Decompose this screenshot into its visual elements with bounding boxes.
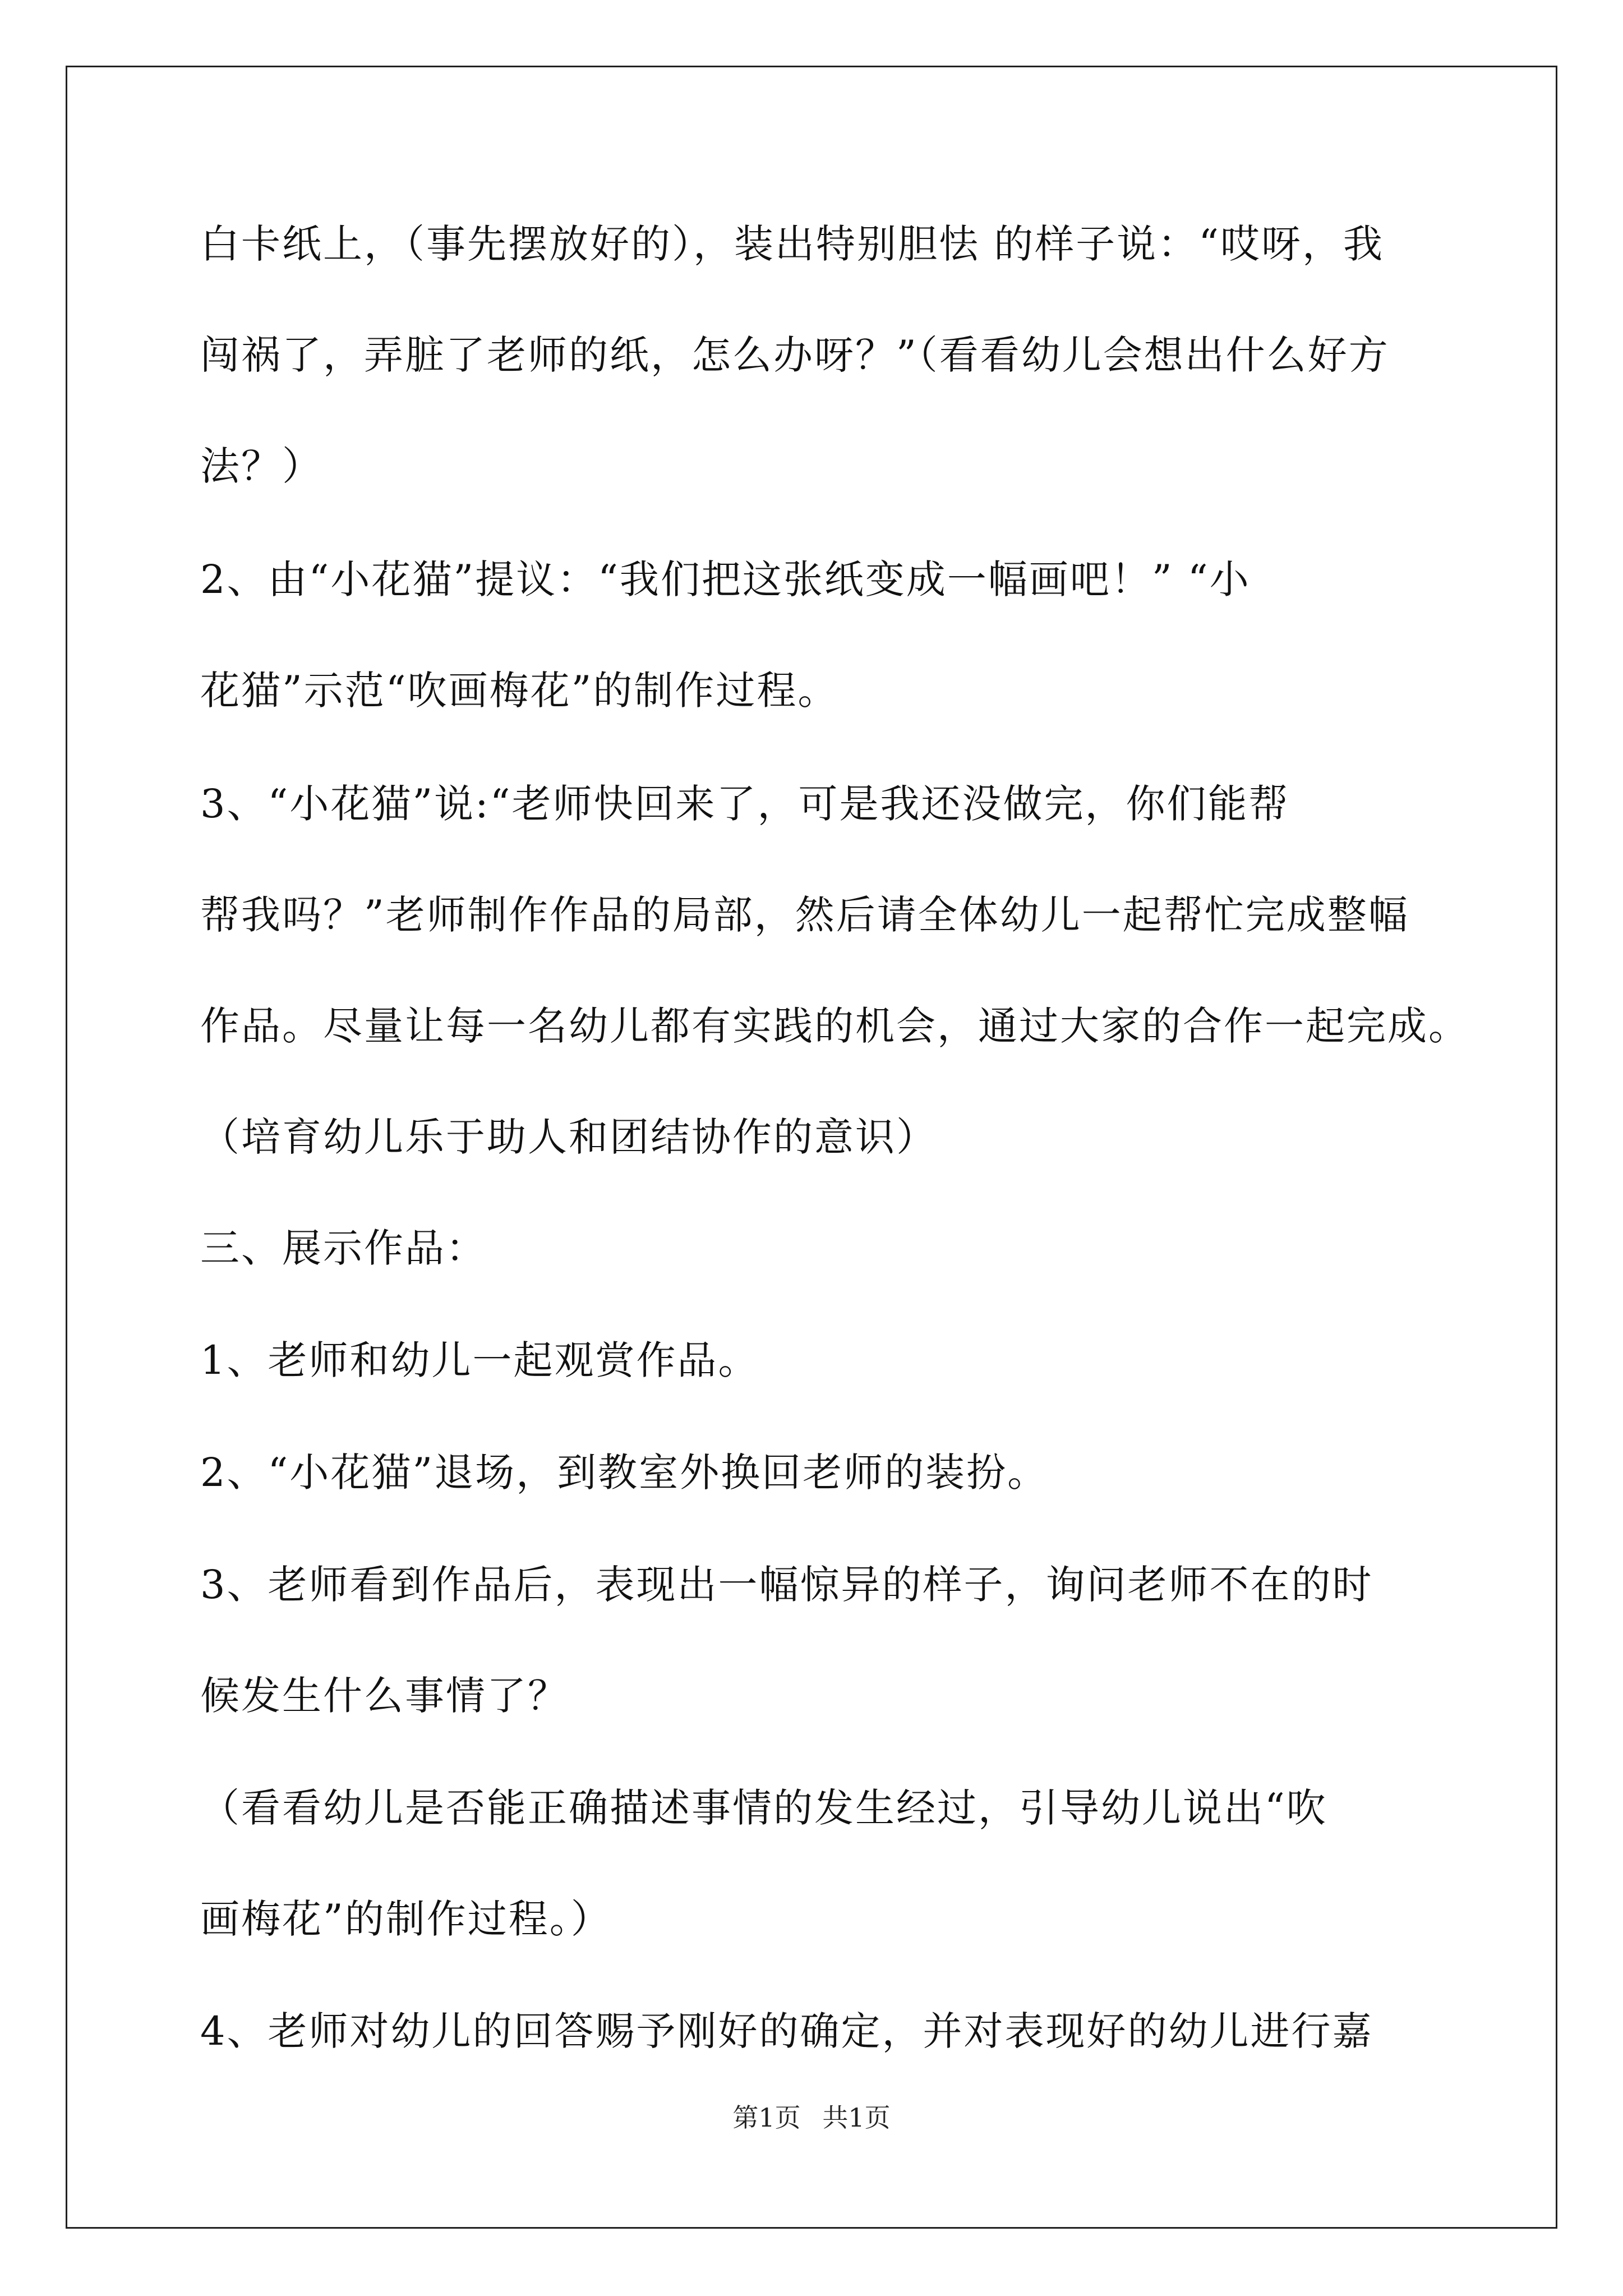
text-line-4: 2、由“小花猫”提议：“我们把这张纸变成一幅画吧！” “小 <box>200 556 1251 602</box>
text-line-7: 帮我吗？”老师制作作品的局部，然后请全体幼儿一起帮忙完成整幅 <box>200 892 1409 938</box>
page-number-current: 第1页 <box>732 2102 801 2133</box>
text-line-8: 作品。尽量让每一名幼儿都有实践的机会，通过大家的合作一起完成。 <box>200 1003 1469 1049</box>
text-line-1: 白卡纸上，（事先摆放好的），装出特别胆怯 的样子说：“哎呀，我 <box>200 221 1385 267</box>
page-footer <box>0 2101 1623 2134</box>
text-line-14: 候发生什么事情了？ <box>200 1673 569 1719</box>
text-line-17: 4、老师对幼儿的回答赐予刚好的确定，并对表现好的幼儿进行嘉 <box>200 2008 1373 2054</box>
text-line-15: （看看幼儿是否能正确描述事情的发生经过，引导幼儿说出“吹 <box>200 1785 1327 1831</box>
page-number-total: 共1页 <box>822 2102 891 2133</box>
text-line-16: 画梅花”的制作过程。） <box>200 1896 612 1942</box>
text-line-13: 3、老师看到作品后，表现出一幅惊异的样子，询问老师不在的时 <box>200 1562 1373 1608</box>
text-line-5: 花猫”示范“吹画梅花”的制作过程。 <box>200 668 839 714</box>
text-line-3: 法？） <box>200 443 323 489</box>
text-line-9: （培育幼儿乐于助人和团结协作的意识） <box>200 1114 937 1160</box>
text-line-2: 闯祸了，弄脏了老师的纸，怎么办呀？”（看看幼儿会想出什么好方 <box>200 332 1390 378</box>
text-line-11: 1、老师和幼儿一起观赏作品。 <box>200 1337 759 1383</box>
text-line-10: 三、展示作品： <box>200 1225 487 1271</box>
text-line-6: 3、“小花猫”说:“老师快回来了，可是我还没做完，你们能帮 <box>200 781 1290 827</box>
text-line-12: 2、“小花猫”退场，到教室外换回老师的装扮。 <box>200 1450 1049 1496</box>
